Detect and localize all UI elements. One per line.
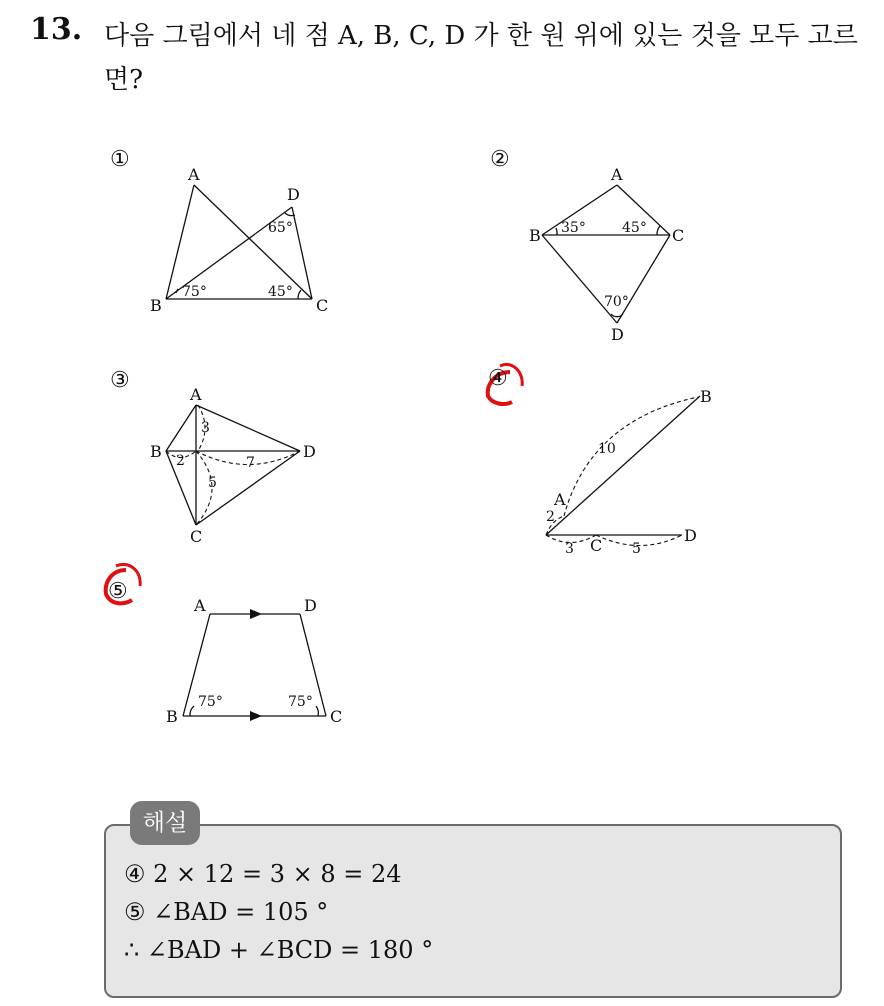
angle-label: 45° [268, 284, 293, 300]
choice-marker-2: ② [490, 147, 510, 172]
label-c: C [190, 527, 203, 546]
figure-1 [110, 147, 328, 315]
label-d: D [304, 596, 317, 615]
label-c: C [330, 707, 343, 726]
question-text: 다음 그림에서 네 점 A, B, C, D 가 한 원 위에 있는 것을 모두 고르면? [104, 21, 858, 95]
label-b: B [700, 387, 712, 406]
figure-4 [488, 364, 712, 557]
label-a: A [188, 165, 200, 184]
label-a: A [194, 596, 206, 615]
label-d: D [611, 325, 624, 344]
label-a: A [190, 385, 202, 404]
angle-label: 75° [198, 694, 223, 710]
figure-3 [110, 368, 316, 546]
label-d: D [287, 185, 300, 204]
solution-line: ⑤ ∠BAD = 105 ° [124, 898, 329, 926]
length-label: 5 [632, 541, 641, 557]
choice-marker-1: ① [110, 147, 130, 172]
solution-line: ∴ ∠BAD + ∠BCD = 180 ° [124, 936, 434, 964]
figure-5 [106, 564, 343, 726]
choice-marker-4: ④ [488, 366, 508, 391]
length-label: 10 [598, 441, 616, 457]
angle-label: 35° [561, 220, 586, 236]
solution-tag: 해설 [130, 801, 200, 845]
length-label: 5 [208, 475, 217, 491]
label-d: D [684, 526, 697, 545]
choice-marker-3: ③ [110, 368, 130, 393]
length-label: 2 [176, 453, 185, 469]
angle-label: 65° [268, 220, 293, 236]
angle-label: 45° [622, 220, 647, 236]
label-c: C [590, 536, 603, 555]
label-c: C [316, 296, 329, 315]
label-d: D [303, 442, 316, 461]
figure-2 [490, 147, 684, 344]
solution-line: ④ 2 × 12 = 3 × 8 = 24 [124, 860, 402, 888]
label-a: A [611, 165, 623, 184]
label-b: B [150, 296, 162, 315]
label-b: B [166, 707, 178, 726]
length-label: 3 [565, 541, 574, 557]
angle-label: 75° [182, 284, 207, 300]
length-label: 7 [246, 455, 255, 471]
angle-label: 75° [288, 694, 313, 710]
question-number: 13. [30, 12, 83, 47]
choice-marker-5: ⑤ [108, 579, 128, 604]
label-b: B [529, 226, 541, 245]
length-label: 2 [546, 509, 555, 525]
length-label: 3 [201, 420, 210, 436]
label-a: A [554, 490, 566, 509]
label-b: B [150, 442, 162, 461]
angle-label: 70° [604, 294, 629, 310]
label-c: C [672, 226, 685, 245]
